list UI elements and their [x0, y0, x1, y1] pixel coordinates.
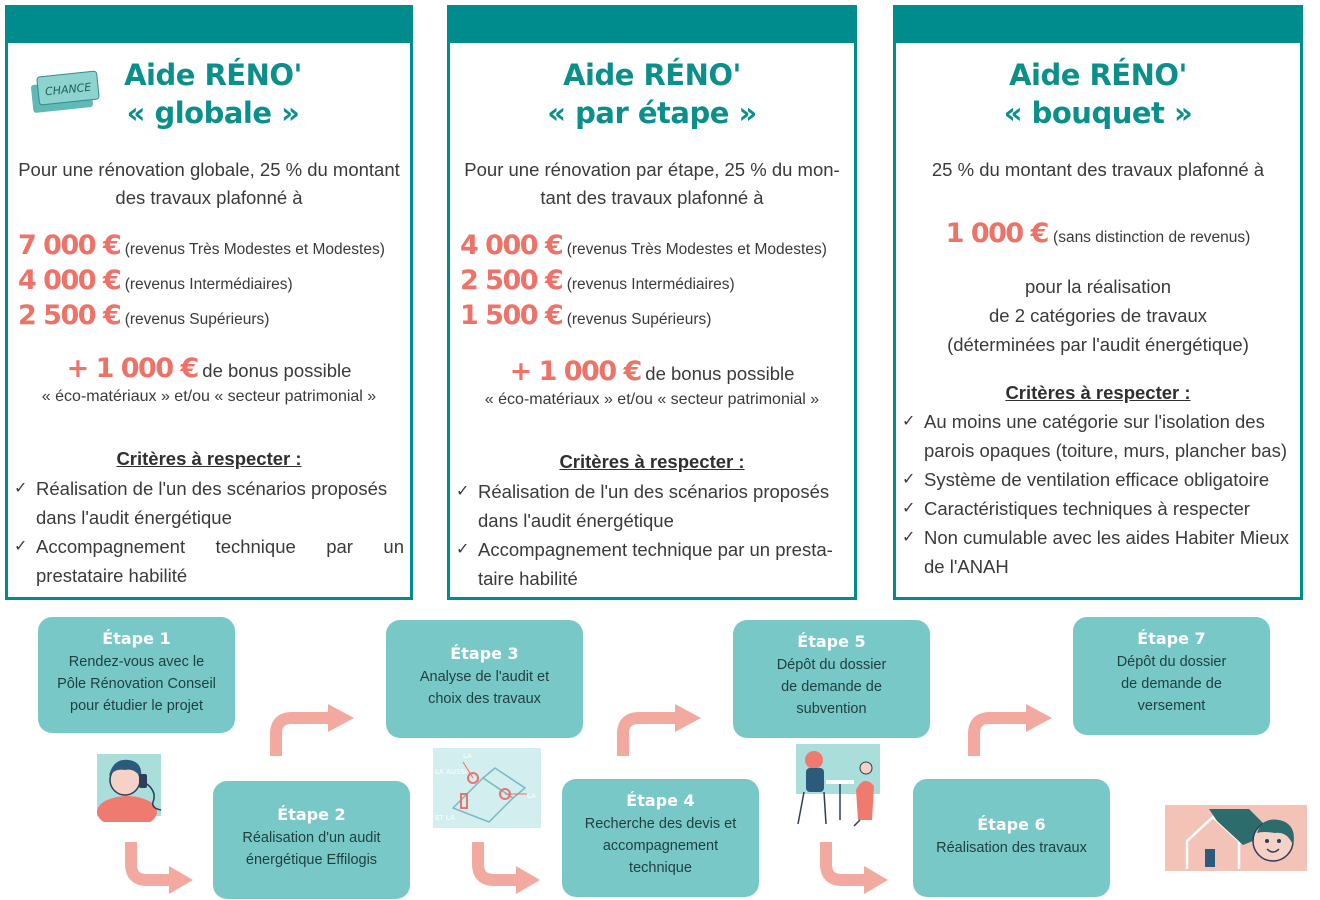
step-3	[386, 620, 583, 738]
check-icon: ✓	[902, 500, 916, 517]
step-title: Étape 5	[797, 632, 866, 651]
check-icon: ✓	[902, 471, 916, 488]
amount-list	[18, 228, 406, 333]
intro-line: Pour une rénovation par étape, 25 % du mon-	[464, 159, 840, 180]
card-par-etape	[447, 5, 857, 600]
amount-row	[460, 298, 850, 333]
arrow-down-right-icon	[125, 840, 195, 898]
card-title	[8, 56, 410, 132]
details-line: pour la réalisation	[1024, 276, 1172, 297]
svg-text:LÀ: LÀ	[463, 752, 472, 760]
step-line: Analyse de l'audit et	[419, 669, 550, 685]
arrow-down-right-icon	[472, 840, 542, 898]
svg-text:CHANCE: CHANCE	[44, 80, 92, 99]
criteria-list	[14, 474, 402, 590]
bonus-line	[8, 354, 410, 388]
step-line: Dépôt du dossier	[1116, 654, 1227, 670]
card-title	[450, 56, 854, 132]
step-line: versement	[1137, 698, 1206, 714]
intro-line: Pour une rénovation globale, 25 % du montant	[18, 159, 400, 180]
amount-value: 7 000 €	[18, 230, 121, 261]
card-header-bar	[5, 5, 413, 43]
step-title: Étape 4	[626, 791, 695, 810]
criteria-title: Critères à respecter :	[116, 448, 302, 469]
amount-note: (revenus Supérieurs)	[124, 311, 270, 328]
title-line-2: « bouquet »	[1003, 96, 1193, 130]
check-icon: ✓	[902, 529, 916, 546]
check-icon: ✓	[14, 480, 28, 497]
step-line: pour étudier le projet	[70, 698, 203, 714]
details-text	[896, 272, 1300, 359]
intro-text	[904, 156, 1292, 184]
step-line: énergétique Effilogis	[245, 852, 378, 868]
title-line-1: Aide RÉNO'	[124, 58, 302, 92]
step-line: subvention	[796, 701, 867, 717]
title-line-1: Aide RÉNO'	[563, 58, 741, 92]
amount-value: 2 500 €	[460, 265, 563, 296]
card-header-bar	[893, 5, 1303, 43]
amount-note: (revenus Intermédiaires)	[124, 276, 293, 293]
criteria-item: ✓ Système de ventilation efficace obligatoire	[902, 465, 1292, 494]
check-icon: ✓	[902, 413, 916, 430]
step-line: Dépôt du dossier	[776, 657, 887, 673]
step-1	[38, 617, 235, 733]
svg-text:LÀ AUSSI: LÀ AUSSI	[435, 768, 467, 776]
title-line-2: « par étape »	[547, 96, 757, 130]
amount-value: 4 000 €	[18, 265, 121, 296]
card-bouquet	[893, 5, 1303, 600]
amount-value: 1 500 €	[460, 300, 563, 331]
step-title: Étape 2	[277, 805, 346, 824]
details-line: de 2 catégories de travaux	[988, 305, 1208, 326]
step-line: Pôle Rénovation Conseil	[57, 676, 216, 692]
amount-row	[18, 298, 406, 333]
step-4	[562, 779, 759, 897]
check-icon: ✓	[14, 538, 28, 555]
step-line: Rendez-vous avec le	[68, 654, 205, 670]
house-audit-illustration	[433, 748, 541, 828]
amount-row	[460, 263, 850, 298]
svg-text:ET LÀ: ET LÀ	[435, 814, 455, 822]
criteria-title: Critères à respecter :	[1005, 382, 1191, 403]
criteria-item: ✓ Au moins une catégorie sur l'isolation des parois opaques (toiture, murs, plancher bas)	[902, 407, 1292, 465]
amount-list	[460, 228, 850, 333]
criteria-list	[456, 477, 846, 593]
bonus-amount: + 1 000 €	[66, 353, 198, 384]
card-globale	[5, 5, 413, 600]
arrow-down-right-icon	[820, 840, 890, 898]
amount-row	[18, 263, 406, 298]
step-line: choix des travaux	[428, 691, 541, 707]
intro-line: 25 % du montant des travaux plafonné à	[931, 159, 1265, 180]
intro-text	[16, 156, 402, 212]
amount-note: (revenus Très Modestes et Modestes)	[566, 241, 827, 258]
step-line: accompagnement	[602, 838, 719, 854]
step-title: Étape 1	[102, 629, 171, 648]
bonus-line	[450, 357, 854, 391]
bonus-subtext: « éco-matériaux » et/ou « secteur patrimonial »	[484, 391, 820, 408]
check-icon: ✓	[456, 541, 470, 558]
intro-line: des travaux plafonné à	[115, 187, 303, 208]
criteria-list	[902, 407, 1292, 581]
arrow-up-right-icon	[617, 700, 703, 758]
details-line: (déterminées par l'audit énergétique)	[947, 334, 1249, 355]
amount-value: 1 000 €	[945, 218, 1048, 249]
svg-text:LÀ: LÀ	[527, 792, 536, 800]
intro-text	[458, 156, 846, 212]
amount-row	[18, 228, 406, 263]
arrow-up-right-icon	[968, 700, 1054, 758]
criteria-item: ✓ Non cumulable avec les aides Habiter Mieux de l'ANAH	[902, 523, 1292, 581]
step-line: de demande de	[781, 679, 882, 695]
step-line: Réalisation d'un audit	[242, 830, 381, 846]
title-line-2: « globale »	[126, 96, 300, 130]
house-happy-illustration	[1165, 805, 1307, 871]
amount-value: 4 000 €	[460, 230, 563, 261]
bonus-amount: + 1 000 €	[509, 356, 641, 387]
step-5	[733, 620, 930, 738]
amount-note: (revenus Intermédiaires)	[566, 276, 735, 293]
bonus-subtext: « éco-matériaux » et/ou « secteur patrimonial »	[41, 388, 377, 405]
amount-note: (sans distinction de revenus)	[1053, 229, 1251, 246]
criteria-item: ✓ Accompagnement technique par un presta- taire habilité	[456, 535, 846, 593]
meeting-illustration	[790, 740, 886, 830]
bonus-text: de bonus possible	[202, 360, 352, 381]
amount-note: (revenus Très Modestes et Modestes)	[124, 241, 385, 258]
step-line: de demande de	[1121, 676, 1222, 692]
step-title: Étape 6	[977, 815, 1046, 834]
step-title: Étape 3	[450, 644, 519, 663]
criteria-title: Critères à respecter :	[559, 451, 745, 472]
title-line-1: Aide RÉNO'	[1009, 58, 1187, 92]
step-2	[213, 781, 410, 899]
intro-line: tant des travaux plafonné à	[540, 187, 764, 208]
phone-call-illustration	[95, 750, 175, 822]
criteria-item: ✓ Réalisation de l'un des scénarios proposés dans l'audit énergétique	[14, 474, 402, 532]
criteria-item: ✓ Caractéristiques techniques à respecter	[902, 494, 1292, 523]
check-icon: ✓	[456, 483, 470, 500]
amount-row	[896, 215, 1300, 257]
amount-row	[460, 228, 850, 263]
card-title	[896, 56, 1300, 132]
criteria-item: ✓ Réalisation de l'un des scénarios proposés dans l'audit énergétique	[456, 477, 846, 535]
arrow-up-right-icon	[270, 700, 356, 758]
criteria-item: ✓ Accompagnement technique par un prestataire habilité	[14, 532, 402, 590]
amount-note: (revenus Supérieurs)	[566, 311, 712, 328]
bonus-text: de bonus possible	[645, 363, 795, 384]
step-line: technique	[629, 860, 692, 876]
step-6	[913, 779, 1110, 897]
step-line: Recherche des devis et	[584, 816, 737, 832]
step-line: Réalisation des travaux	[936, 840, 1087, 856]
amount-value: 2 500 €	[18, 300, 121, 331]
step-7	[1073, 617, 1270, 735]
card-header-bar	[447, 5, 857, 43]
step-title: Étape 7	[1137, 629, 1206, 648]
